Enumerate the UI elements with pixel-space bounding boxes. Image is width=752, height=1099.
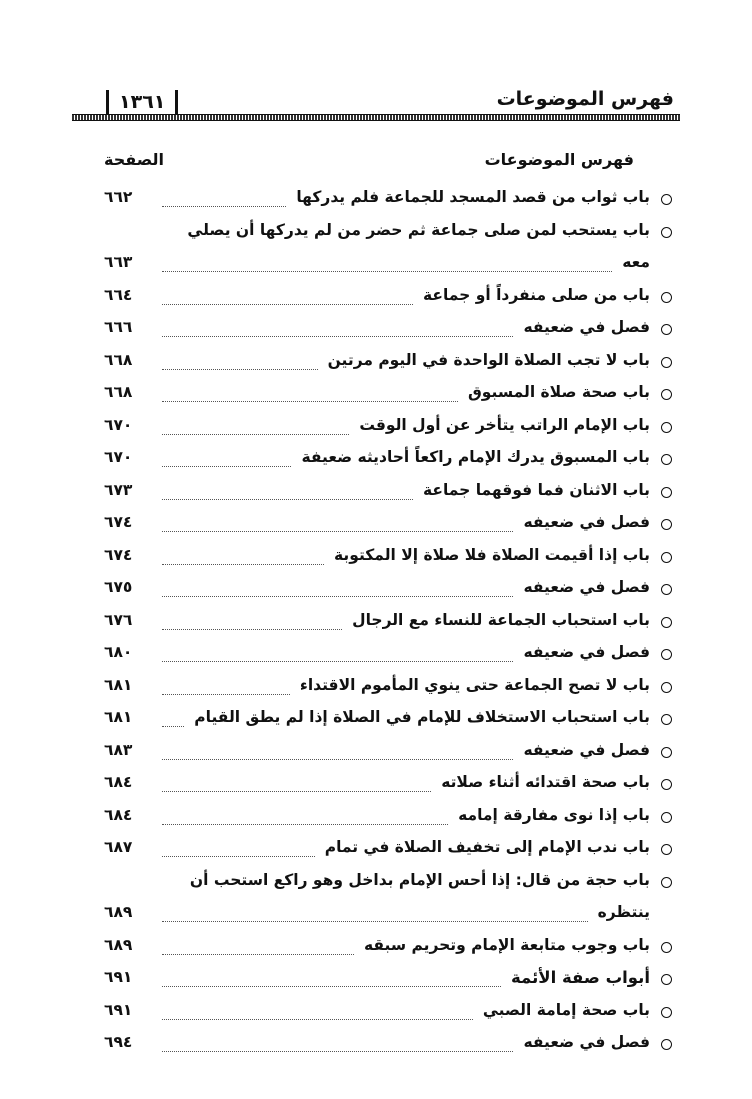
dot-leader [162, 465, 291, 467]
entry-page-number: ٦٦٣ [104, 253, 133, 271]
entry-title: فصل في ضعيفه [520, 578, 651, 596]
entry-title: فصل في ضعيفه [520, 741, 651, 759]
header-rule [72, 114, 680, 121]
entry-page-number: ٦٦٢ [104, 188, 133, 206]
toc-entry [104, 185, 672, 218]
page-number: ١٣٦١ [106, 90, 178, 114]
toc-entry [104, 413, 672, 446]
entry-title: باب صحة صلاة المسبوق [464, 383, 650, 401]
dot-leader [162, 498, 413, 500]
entry-page-number: ٦٩١ [104, 968, 133, 986]
running-title: فهرس الموضوعات [496, 88, 674, 110]
toc-entry [104, 510, 672, 543]
toc-entry [104, 348, 672, 381]
toc-entry [104, 575, 672, 608]
toc-entry [104, 608, 672, 641]
entry-page-number: ٦٨٠ [104, 643, 133, 661]
entry-title: باب حجة من قال: إذا أحس الإمام بداخل وهو راكع استحب أن [186, 871, 650, 889]
circle-bullet-icon [661, 552, 672, 563]
dot-leader [162, 270, 612, 272]
dot-leader [162, 595, 513, 597]
entry-page-number: ٦٩٤ [104, 1033, 133, 1051]
toc-entry [104, 543, 672, 576]
dot-leader [162, 953, 354, 955]
dot-leader [162, 790, 431, 792]
entry-title: فصل في ضعيفه [520, 643, 651, 661]
dot-leader [162, 758, 513, 760]
entry-page-number: ٦٧٠ [104, 415, 133, 434]
dot-leader [162, 985, 501, 987]
toc-entry [104, 803, 672, 836]
toc-entry [104, 998, 672, 1031]
entry-title: فصل في ضعيفه [520, 318, 651, 336]
entry-page-number: ٦٨١ [104, 675, 133, 694]
entry-title-continuation: ينتظره [594, 903, 650, 921]
entry-title: باب صحة إمامة الصبي [479, 1001, 650, 1019]
circle-bullet-icon [661, 714, 672, 725]
dot-leader [162, 205, 286, 207]
circle-bullet-icon [661, 1039, 672, 1050]
toc-entry [104, 315, 672, 348]
circle-bullet-icon [661, 942, 672, 953]
circle-bullet-icon [661, 747, 672, 758]
circle-bullet-icon [661, 194, 672, 205]
entry-title: باب من صلى منفرداً أو جماعة [419, 286, 650, 304]
entry-title: باب ندب الإمام إلى تخفيف الصلاة في تمام [321, 838, 650, 856]
entry-page-number: ٦٧٠ [104, 448, 133, 466]
table-of-contents [104, 185, 672, 1063]
circle-bullet-icon [661, 357, 672, 368]
circle-bullet-icon [661, 324, 672, 335]
entry-page-number: ٦٦٦ [104, 318, 133, 336]
entry-page-number: ٦٨٤ [104, 773, 133, 791]
page-column-heading: الصفحة [104, 150, 165, 169]
entry-page-number: ٦٩١ [104, 1000, 133, 1019]
entry-page-number: ٦٨٩ [104, 903, 133, 921]
circle-bullet-icon [661, 649, 672, 660]
entry-title: باب ثواب من قصد المسجد للجماعة فلم يدركها [292, 188, 650, 206]
dot-leader [162, 368, 318, 370]
dot-leader [162, 400, 458, 402]
toc-entry [104, 1030, 672, 1063]
entry-title: باب الإمام الراتب يتأخر عن أول الوقت [355, 416, 650, 434]
toc-entry [104, 770, 672, 803]
entry-title: فصل في ضعيفه [520, 1033, 651, 1051]
entry-page-number: ٦٨٣ [104, 740, 133, 759]
circle-bullet-icon [661, 422, 672, 433]
entry-title: فصل في ضعيفه [520, 513, 651, 531]
dot-leader [162, 433, 349, 435]
circle-bullet-icon [661, 812, 672, 823]
circle-bullet-icon [661, 1007, 672, 1018]
entry-page-number: ٦٧٥ [104, 578, 133, 596]
circle-bullet-icon [661, 584, 672, 595]
dot-leader [162, 563, 324, 565]
dot-leader [162, 628, 342, 630]
dot-leader [162, 303, 413, 305]
dot-leader [162, 660, 513, 662]
dot-leader [162, 693, 290, 695]
entry-title-continuation: معه [618, 253, 650, 271]
toc-entry [104, 640, 672, 673]
circle-bullet-icon [661, 389, 672, 400]
toc-entry [104, 283, 672, 316]
entry-title: باب وجوب متابعة الإمام وتحريم سبقه [360, 936, 650, 954]
entry-page-number: ٦٧٤ [104, 545, 133, 564]
dot-leader [162, 1018, 473, 1020]
toc-entry [104, 965, 672, 998]
toc-entry [104, 380, 672, 413]
toc-entry [104, 478, 672, 511]
entry-title: أبواب صفة الأئمة [507, 968, 650, 987]
entry-page-number: ٦٨٧ [104, 838, 133, 856]
toc-entry [104, 218, 672, 283]
entry-page-number: ٦٦٨ [104, 350, 133, 369]
entry-page-number: ٦٧٣ [104, 480, 133, 499]
entry-title: باب يستحب لمن صلى جماعة ثم حضر من لم يدركها أن يصلي [183, 221, 650, 239]
entry-title: باب إذا نوى مفارقة إمامه [454, 806, 650, 824]
entry-title: باب لا تصح الجماعة حتى ينوي المأموم الاقتداء [296, 676, 650, 694]
dot-leader [162, 725, 184, 727]
entry-title: باب الاثنان فما فوقهما جماعة [419, 481, 650, 499]
toc-entry [104, 868, 672, 933]
circle-bullet-icon [661, 454, 672, 465]
circle-bullet-icon [661, 682, 672, 693]
topics-column-heading: فهرس الموضوعات [484, 150, 634, 169]
circle-bullet-icon [661, 292, 672, 303]
dot-leader [162, 530, 513, 532]
page-header [72, 84, 680, 122]
entry-page-number: ٦٨٤ [104, 805, 133, 824]
dot-leader [162, 823, 448, 825]
entry-title: باب إذا أقيمت الصلاة فلا صلاة إلا المكتوبة [330, 546, 650, 564]
toc-entry [104, 705, 672, 738]
entry-title: باب استحباب الجماعة للنساء مع الرجال [348, 611, 650, 629]
circle-bullet-icon [661, 974, 672, 985]
entry-page-number: ٦٧٦ [104, 610, 133, 629]
toc-entry [104, 445, 672, 478]
circle-bullet-icon [661, 877, 672, 888]
entry-title: باب المسبوق يدرك الإمام راكعاً أحاديثه ضعيفة [297, 448, 650, 466]
entry-title: باب استحباب الاستخلاف للإمام في الصلاة إذا لم يطق القيام [190, 708, 650, 726]
circle-bullet-icon [661, 487, 672, 498]
entry-title: باب صحة اقتدائه أثناء صلاته [437, 773, 650, 791]
dot-leader [162, 920, 588, 922]
toc-entry [104, 835, 672, 868]
entry-page-number: ٦٦٨ [104, 383, 133, 401]
dot-leader [162, 335, 513, 337]
circle-bullet-icon [661, 617, 672, 628]
entry-title: باب لا تجب الصلاة الواحدة في اليوم مرتين [324, 351, 650, 369]
toc-entry [104, 673, 672, 706]
circle-bullet-icon [661, 779, 672, 790]
circle-bullet-icon [661, 844, 672, 855]
circle-bullet-icon [661, 519, 672, 530]
toc-entry [104, 933, 672, 966]
circle-bullet-icon [661, 227, 672, 238]
entry-page-number: ٦٨١ [104, 708, 133, 726]
entry-page-number: ٦٧٤ [104, 513, 133, 531]
dot-leader [162, 855, 315, 857]
dot-leader [162, 1050, 513, 1052]
entry-page-number: ٦٨٩ [104, 935, 133, 954]
toc-entry [104, 738, 672, 771]
entry-page-number: ٦٦٤ [104, 285, 133, 304]
